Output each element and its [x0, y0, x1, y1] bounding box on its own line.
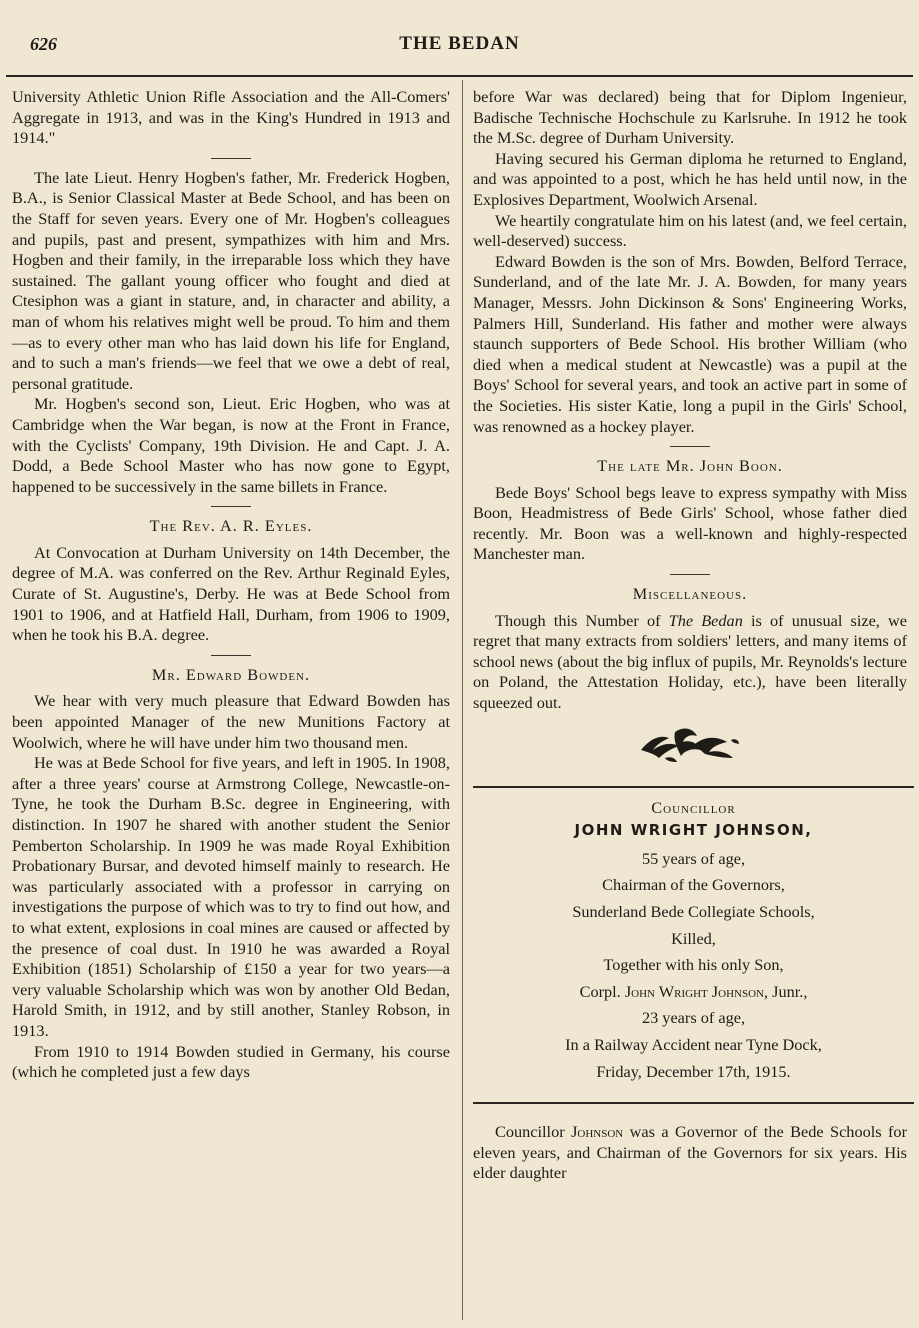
diploma-paragraph: before War was declared) being that for Diplom Ingenieur, Badische Technische Hochschule zu Karlsruhe. In 1912 he took the M.Sc. degree of Durham University.: [473, 87, 907, 148]
bowden-germany-paragraph: From 1910 to 1914 Bowden studied in Germany, his course (which he completed just a few days: [12, 1041, 450, 1082]
memorial-notice: [473, 786, 914, 1105]
notice-role-schools: Sunderland Bede Collegiate Schools,: [572, 902, 815, 921]
notice-together: Together with his only Son,: [603, 955, 784, 975]
section-rule: [211, 655, 251, 656]
running-head: THE BEDAN: [399, 33, 520, 54]
misc-text-end: is of unusual size, we regret that many extracts from soldiers' letters, and many items of school news (about the big influx of pupils, Mr. Reynolds's lecture on Poland, the Attestation Holiday, etc.), have been literally squeezed out.: [473, 610, 907, 713]
page-number: 626: [30, 34, 57, 54]
misc-heading: Miscellaneous.: [632, 584, 748, 604]
right-column: [473, 87, 907, 1184]
notice-date: Friday, December 17th, 1915.: [596, 1061, 791, 1081]
section-rule: [670, 446, 710, 447]
boon-heading: The late Mr. John Boon.: [597, 456, 783, 476]
hogben-paragraph: The late Lieut. Henry Hogben's father, Mr. Frederick Hogben, B.A., is Senior Classical Master at Bede School, and has been on the Staff for seven years. Every one of Mr. Hogben's colleagues and pupils, past and present, sympathizes with him and Mrs. Hogben and their family, in the irreparable loss which they have sustained. The gallant young officer who fought and died at Ctesiphon was a giant in stature, and, in character and ability, a man of whom his relatives might well be proud. To him and them—as to every other man who has laid down his life for England, and to such a man's friends—we feel that we owe a debt of real, personal gratitude.: [12, 167, 450, 393]
notice-age: 55 years of age,: [641, 848, 746, 868]
eyles-paragraph: At Convocation at Durham University on 14th December, the degree of M.A. was conferred on the Rev. Arthur Reginald Eyles, Curate of St. Augustine's, Derby. He was at Bede School from 1901 to 1906, and at Hatfield Hall, Durham, from 1906 to 1909, when he took his B.A. degree.: [12, 542, 450, 645]
notice-son-age: 23 years of age,: [641, 1008, 746, 1028]
section-rule: [211, 506, 251, 507]
notice-title: Councillor: [651, 797, 736, 817]
notice-role-chairman: Chairman of the Governors,: [602, 875, 785, 895]
bowden-career-paragraph: He was at Bede School for five years, and left in 1905. In 1908, after a three years' course at Armstrong College, Newcastle-on-Tyne, he took the Durham B.Sc. degree in Engineering, with distinction. In 1907 he shared with another student the Senior Pemberton Scholarship. In 1909 he was made Royal Exhibition Probationary Bursar, and devoted himself mainly to research. He was particularly associated with a professor in carrying on investigations the purpose of which was to try to find out how, and to what extent, explosions in coal mines are caused or affected by the presence of coal dust. In 1910 he was awarded a Royal Exhibition (1851) Scholarship of £150 a year for two years—a very valuable Scholarship which was won by another Old Bedan, Harold Smith, in 1912, and by still another, Stanley Robson, in 1913.: [12, 753, 450, 1040]
johnson-name: Johnson: [571, 1122, 624, 1142]
journal-title: The Bedan: [668, 610, 743, 630]
left-column: [12, 87, 450, 1083]
johnson-paragraph: [473, 1122, 907, 1184]
son-suffix: , Junr.,: [763, 981, 808, 1001]
bowden-paragraph: We hear with very much pleasure that Edward Bowden has been appointed Manager of the new Munitions Factory at Woolwich, where he will have under him two thousand men.: [12, 691, 450, 752]
section-rule: [670, 574, 710, 575]
eyles-heading: The Rev. A. R. Eyles.: [149, 516, 313, 536]
ornament-icon: [635, 722, 745, 764]
return-paragraph: Having secured his German diploma he returned to England, and was appointed to a post, which he has held until now, in the Explosives Department, Woolwich Arsenal.: [473, 148, 907, 209]
notice-accident: In a Railway Accident near Tyne Dock,: [565, 1034, 822, 1054]
column-divider: [462, 80, 463, 1320]
bowden-heading: Mr. Edward Bowden.: [151, 664, 311, 684]
boon-paragraph: Bede Boys' School begs leave to express sympathy with Miss Boon, Headmistress of Bede Girls' School, whose father died recently. Mr. Boon was a well-known and highly-respected Manchester man.: [473, 482, 907, 564]
notice-name: JOHN WRIGHT JOHNSON,: [574, 821, 813, 840]
header-rule: [6, 75, 913, 77]
notice-killed: Killed,: [671, 928, 716, 948]
son-name: John Wright Johnson: [624, 981, 764, 1001]
hogben-son-paragraph: Mr. Hogben's second son, Lieut. Eric Hogben, who was at Cambridge when the War began, is now at the Front in France, with the Cyclists' Company, 19th Division. He and Capt. J. A. Dodd, a Bede School Master who has now gone to Egypt, happened to be successively in the same billets in France.: [12, 394, 450, 496]
family-paragraph: Edward Bowden is the son of Mrs. Bowden, Belford Terrace, Sunderland, and of the late Mr. J. A. Bowden, for many years Manager, Messrs. John Dickinson & Sons' Engineering Works, Palmers Hill, Sunderland. His father and mother were always staunch supporters of Bede School. His brother William (who died when a medical student at Newcastle) was a pupil at the Boys' School for several years, and took an active part in some of the Societies. His sister Katie, long a pupil in the Girls' School, was renowned as a hockey player.: [473, 251, 907, 436]
misc-text-start: Though this Number of: [495, 610, 669, 630]
rifle-paragraph: University Athletic Union Rifle Association and the All-Comers' Aggregate in 1913, and was in the King's Hundred in 1913 and 1914.": [12, 87, 450, 148]
johnson-text-end: was a Governor of the Bede Schools for eleven years, and Chairman of the Governors for six years. His elder daughter: [473, 1122, 907, 1183]
johnson-text-start: Councillor: [495, 1122, 572, 1142]
son-rank: Corpl.: [579, 981, 625, 1001]
notice-son: [473, 982, 914, 1003]
congratulate-paragraph: We heartily congratulate him on his latest (and, we feel certain, well-deserved) success.: [473, 210, 907, 251]
misc-paragraph: [473, 611, 907, 714]
section-rule: [211, 158, 251, 159]
